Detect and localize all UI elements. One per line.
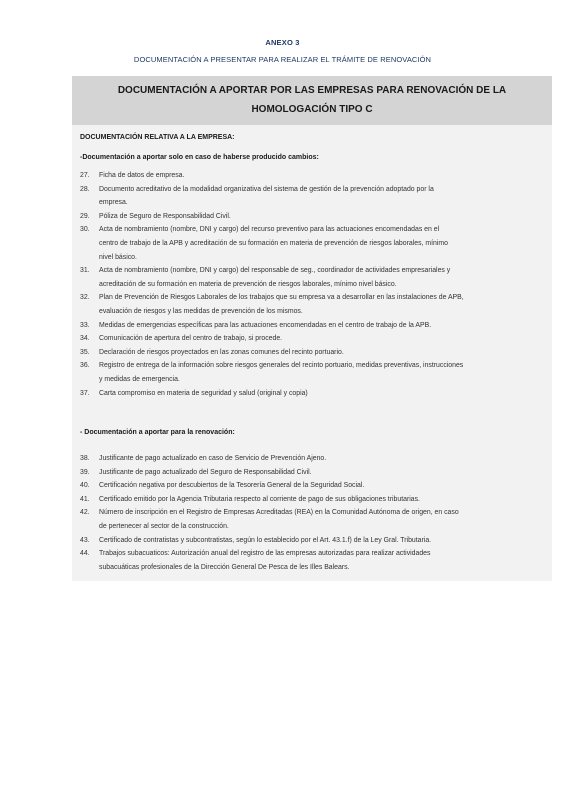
list-item-text — [99, 291, 542, 318]
list-item-text — [99, 506, 542, 533]
list-item-number: 29. — [80, 212, 90, 220]
list-item-line: centro de trabajo de la APB y acreditación de su formación en materia de prevención de riesgos laborales, mínimo — [99, 239, 448, 247]
group-1-list — [80, 169, 542, 400]
list-item-line: Carta compromiso en materia de seguridad y salud (original y copia) — [99, 389, 308, 397]
list-item — [80, 183, 542, 210]
list-item-line: subacuáticas profesionales de la Dirección General De Pesca de les Illes Balears. — [99, 563, 350, 571]
list-item-text — [99, 534, 542, 548]
box-title-line-2: HOMOLOGACIÓN TIPO C — [251, 104, 373, 115]
list-item — [80, 332, 542, 346]
list-item-line: Plan de Prevención de Riesgos Laborales de los trabajos que su empresa va a desarrollar en las instalaciones de APB, — [99, 294, 464, 302]
list-item-line: Certificado de contratistas y subcontratistas, según lo establecido por el Art. 43.1.f) de la Ley Gral. Tributaria. — [99, 536, 432, 544]
annex-label: ANEXO 3 — [265, 38, 300, 47]
list-item-number: 41. — [80, 495, 90, 503]
list-item-line: Certificado emitido por la Agencia Tributaria respecto al corriente de pago de sus obligaciones tributarias. — [99, 495, 420, 503]
list-item-line: acreditación de su formación en materia de prevención de riesgos laborales, mínimo nivel básico. — [99, 280, 397, 288]
list-item-number: 32. — [80, 294, 90, 302]
list-item — [80, 291, 542, 318]
list-item-number: 35. — [80, 348, 90, 356]
group-2-title: - Documentación a aportar para la renovación: — [80, 429, 235, 436]
list-item-number: 44. — [80, 550, 90, 558]
list-item — [80, 346, 542, 360]
list-item-text — [99, 359, 542, 386]
group-1-title: -Documentación a aportar solo en caso de haberse producido cambios: — [80, 154, 319, 161]
list-item-line: Número de inscripción en el Registro de Empresas Acreditadas (REA) en la Comunidad Autónoma de origen, en caso — [99, 509, 459, 517]
list-item-number: 36. — [80, 362, 90, 370]
requirements-box — [72, 76, 552, 581]
list-item — [80, 223, 542, 264]
list-item-number: 38. — [80, 455, 90, 462]
list-item-text — [99, 452, 542, 466]
list-item-text — [99, 346, 542, 360]
list-item — [80, 169, 542, 183]
list-item — [80, 493, 542, 507]
list-item-text — [99, 169, 542, 183]
group-2-list — [80, 452, 542, 574]
list-item-line: Documento acreditativo de la modalidad organizativa del sistema de gestión de la prevención adoptado por la — [99, 185, 434, 193]
list-item-line: Acta de nombramiento (nombre, DNI y cargo) del recurso preventivo para las actuaciones encomendadas en el — [99, 226, 440, 234]
box-title-line-1: DOCUMENTACIÓN A APORTAR POR LAS EMPRESAS PARA RENOVACIÓN DE LA — [117, 85, 507, 96]
list-item-line: Justificante de pago actualizado en caso de Servicio de Prevención Ajeno. — [99, 455, 327, 462]
list-item-line: Acta de nombramiento (nombre, DNI y cargo) del responsable de seg., coordinador de actividades empresariales y — [99, 267, 451, 275]
list-item — [80, 506, 542, 533]
list-item — [80, 534, 542, 548]
list-item-number: 37. — [80, 389, 90, 397]
list-item-number: 40. — [80, 482, 90, 490]
list-item-line: nivel básico. — [99, 253, 137, 261]
list-item-text — [99, 479, 542, 493]
list-item — [80, 466, 542, 480]
list-item-line: Justificante de pago actualizado del Seguro de Responsabilidad Civil. — [99, 468, 312, 476]
list-item-line: empresa. — [99, 199, 128, 207]
list-item — [80, 479, 542, 493]
document-subtitle: DOCUMENTACIÓN A PRESENTAR PARA REALIZAR EL TRÁMITE DE RENOVACIÓN — [133, 55, 432, 64]
list-item-line: Certificación negativa por descubiertos de la Tesorería General de la Seguridad Social. — [99, 482, 365, 490]
list-item-line: Póliza de Seguro de Responsabilidad Civil. — [99, 212, 231, 220]
list-item-line: de pertenecer al sector de la construcción. — [99, 522, 229, 530]
list-item-line: evaluación de riesgos y las medidas de prevención de los mismos. — [99, 307, 303, 315]
list-item — [80, 452, 542, 466]
list-item-text — [99, 387, 542, 401]
list-item-number: 34. — [80, 335, 90, 343]
list-item-line: Medidas de emergencias específicas para las actuaciones encomendadas en el centro de trabajo de la APB. — [99, 321, 432, 329]
box-header — [72, 76, 552, 125]
list-item-number: 39. — [80, 468, 90, 476]
list-item-number: 42. — [80, 509, 90, 517]
list-item-line: Trabajos subacuaticos: Autorización anual del registro de las empresas autorizadas para realizar actividades — [99, 550, 431, 558]
list-item-number: 27. — [80, 172, 90, 179]
section-title: DOCUMENTACIÓN RELATIVA A LA EMPRESA: — [80, 134, 235, 141]
list-item-text — [99, 547, 542, 574]
list-item-text — [99, 466, 542, 480]
list-item-text — [99, 223, 542, 264]
list-item — [80, 359, 542, 386]
list-item-number: 33. — [80, 321, 90, 329]
list-item-line: Comunicación de apertura del centro de trabajo, si procede. — [99, 335, 283, 343]
list-item-number: 43. — [80, 536, 90, 544]
list-item-text — [99, 493, 542, 507]
list-item-number: 31. — [80, 267, 90, 275]
list-item-text — [99, 319, 542, 333]
list-item-line: y medidas de emergencia. — [99, 375, 180, 383]
list-item — [80, 319, 542, 333]
list-item — [80, 210, 542, 224]
list-item — [80, 264, 542, 291]
list-item-text — [99, 332, 542, 346]
list-item-line: Declaración de riesgos proyectados en las zonas comunes del recinto portuario. — [99, 348, 344, 356]
list-item-text — [99, 183, 542, 210]
list-item — [80, 387, 542, 401]
list-item-text — [99, 210, 542, 224]
list-item — [80, 547, 542, 574]
list-item-line: Ficha de datos de empresa. — [99, 172, 185, 179]
list-item-text — [99, 264, 542, 291]
list-item-line: Registro de entrega de la información sobre riesgos generales del recinto portuario, medidas preventivas, instrucciones — [99, 362, 464, 370]
list-item-number: 30. — [80, 226, 90, 234]
list-item-number: 28. — [80, 185, 90, 193]
